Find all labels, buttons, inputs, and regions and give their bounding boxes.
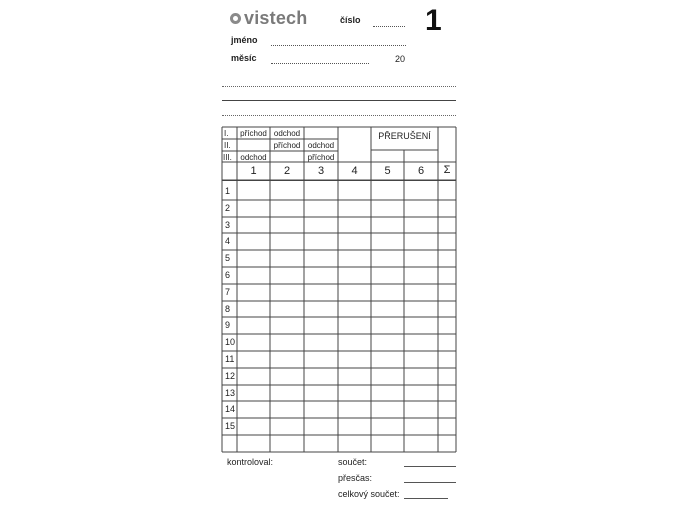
- row-number: 13: [225, 388, 236, 398]
- row-number: 5: [225, 253, 231, 263]
- year-prefix: 20: [395, 54, 406, 64]
- kontroloval-label: kontroloval:: [227, 457, 274, 467]
- schedule-cell: příchod: [307, 153, 335, 162]
- prescas-label: přesčas:: [338, 473, 373, 483]
- cislo-label: číslo: [340, 15, 361, 25]
- row-number: 2: [225, 203, 231, 213]
- row-number: 11: [225, 354, 235, 364]
- column-header: 5: [384, 165, 391, 177]
- break-label: PŘERUŠENÍ: [378, 131, 431, 141]
- soucet-label: součet:: [338, 457, 368, 467]
- brand-name: vistech: [244, 8, 308, 28]
- row-number: 15: [225, 421, 236, 431]
- schedule-cell: odchod: [240, 153, 267, 162]
- schedule-row-label: III.: [223, 153, 232, 162]
- row-number: 8: [225, 304, 231, 314]
- row-number: 7: [225, 287, 231, 297]
- row-number: 10: [225, 337, 236, 347]
- jmeno-label: jméno: [231, 35, 258, 45]
- row-number: 4: [225, 236, 231, 246]
- schedule-cell: příchod: [240, 129, 267, 138]
- column-header: 1: [250, 165, 257, 177]
- schedule-cell: odchod: [307, 141, 335, 150]
- schedule-cell: příchod: [273, 141, 301, 150]
- schedule-row-label: II.: [224, 141, 231, 150]
- column-header: 4: [351, 165, 358, 177]
- row-number: 1: [225, 186, 231, 196]
- schedule-cell: odchod: [273, 129, 301, 138]
- card-number: 1: [425, 4, 442, 37]
- row-number: 3: [225, 220, 231, 230]
- row-number: 14: [225, 404, 236, 414]
- row-number: 12: [225, 371, 236, 381]
- celkovy-soucet-field[interactable]: [404, 498, 448, 499]
- schedule-row-label: I.: [224, 129, 229, 138]
- soucet-field[interactable]: [404, 466, 456, 467]
- mesic-label: měsíc: [231, 53, 257, 63]
- column-header: 2: [283, 165, 291, 177]
- column-header: 6: [417, 165, 425, 177]
- row-number: 6: [225, 270, 231, 280]
- row-number: 9: [225, 320, 231, 330]
- column-header: 3: [317, 165, 325, 177]
- sigma-header: Σ: [443, 164, 451, 176]
- prescas-field[interactable]: [404, 482, 456, 483]
- celkovy-soucet-label: celkový součet:: [338, 489, 400, 499]
